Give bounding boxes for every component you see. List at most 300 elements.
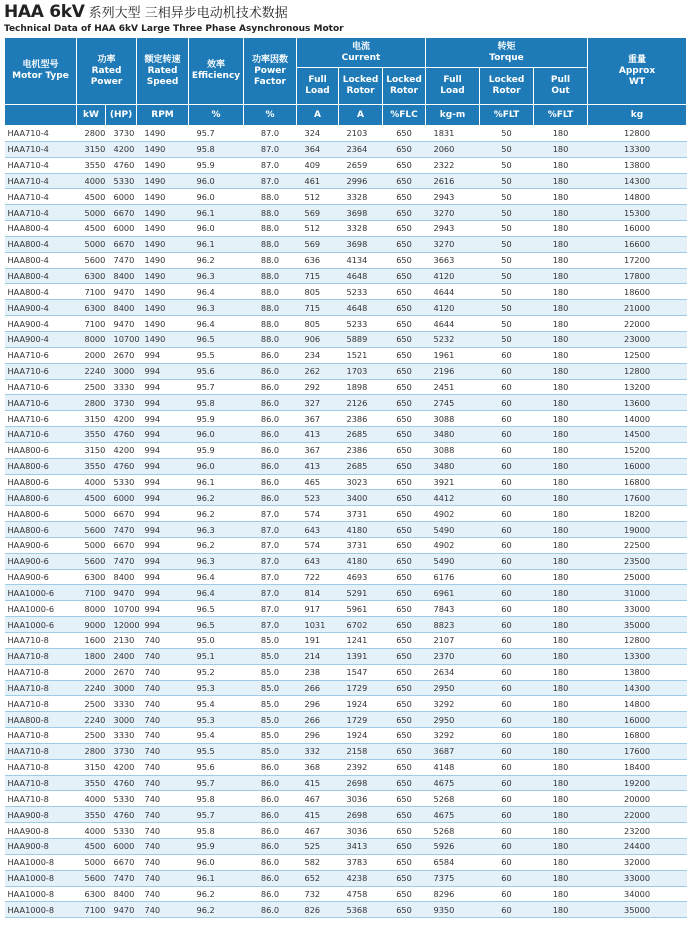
- cell-current-full-load: 367: [297, 411, 339, 427]
- cell-torque-pull-out: 180: [534, 553, 588, 569]
- cell-current-locked-rotor-pct: 650: [383, 569, 426, 585]
- cell-torque-full-load: 3921: [426, 474, 480, 490]
- cell-torque-locked-rotor: 60: [480, 886, 534, 902]
- cell-current-locked-rotor-pct: 650: [383, 648, 426, 664]
- unit-kg: kg: [588, 105, 687, 126]
- cell-motor-type: HAA1000-8: [5, 886, 77, 902]
- cell-power-hp: 8400: [106, 569, 137, 585]
- cell-rated-speed: 740: [137, 712, 189, 728]
- cell-efficiency: 95.9: [189, 411, 244, 427]
- table-row: [5, 490, 687, 506]
- cell-torque-full-load: 3687: [426, 743, 480, 759]
- cell-current-locked-rotor: 3731: [339, 506, 383, 522]
- cell-current-full-load: 296: [297, 696, 339, 712]
- cell-current-full-load: 574: [297, 506, 339, 522]
- cell-current-full-load: 814: [297, 585, 339, 601]
- cell-current-locked-rotor-pct: 650: [383, 126, 426, 142]
- cell-torque-locked-rotor: 50: [480, 300, 534, 316]
- cell-efficiency: 95.1: [189, 648, 244, 664]
- cell-torque-pull-out: 180: [534, 680, 588, 696]
- cell-power-factor: 87.0: [244, 601, 297, 617]
- cell-power-factor: 85.0: [244, 680, 297, 696]
- cell-power-kw: 5000: [77, 854, 106, 870]
- cell-current-locked-rotor-pct: 650: [383, 696, 426, 712]
- cell-current-full-load: 238: [297, 664, 339, 680]
- cell-current-locked-rotor-pct: 650: [383, 268, 426, 284]
- cell-current-locked-rotor: 2364: [339, 141, 383, 157]
- cell-power-hp: 4760: [106, 157, 137, 173]
- cell-rated-speed: 994: [137, 506, 189, 522]
- table-row: [5, 173, 687, 189]
- cell-power-factor: 85.0: [244, 633, 297, 649]
- cell-torque-locked-rotor: 50: [480, 126, 534, 142]
- cell-current-locked-rotor: 3698: [339, 236, 383, 252]
- header-weight: [588, 38, 687, 105]
- cell-power-kw: 4000: [77, 173, 106, 189]
- cell-torque-locked-rotor: 60: [480, 870, 534, 886]
- cell-rated-speed: 1490: [137, 189, 189, 205]
- cell-power-kw: 6300: [77, 569, 106, 585]
- cell-torque-locked-rotor: 60: [480, 379, 534, 395]
- cell-power-hp: 4200: [106, 411, 137, 427]
- cell-power-hp: 2130: [106, 633, 137, 649]
- cell-motor-type: HAA900-8: [5, 838, 77, 854]
- cell-current-locked-rotor-pct: 650: [383, 585, 426, 601]
- cell-power-factor: 88.0: [244, 189, 297, 205]
- cell-torque-full-load: 2745: [426, 395, 480, 411]
- header-torque-locked-rotor: [480, 68, 534, 105]
- cell-efficiency: 95.3: [189, 712, 244, 728]
- cell-power-kw: 2240: [77, 680, 106, 696]
- cell-efficiency: 96.1: [189, 474, 244, 490]
- cell-current-full-load: 1031: [297, 617, 339, 633]
- cell-weight: 18200: [588, 506, 687, 522]
- cell-power-kw: 5600: [77, 870, 106, 886]
- table-row: [5, 807, 687, 823]
- cell-torque-pull-out: 180: [534, 664, 588, 680]
- cell-current-full-load: 368: [297, 759, 339, 775]
- cell-current-locked-rotor-pct: 650: [383, 189, 426, 205]
- cell-power-factor: 85.0: [244, 728, 297, 744]
- cell-weight: 18600: [588, 284, 687, 300]
- cell-power-hp: 4200: [106, 442, 137, 458]
- cell-current-full-load: 415: [297, 775, 339, 791]
- cell-efficiency: 95.4: [189, 728, 244, 744]
- header-rated-power-cn: 功率: [97, 54, 116, 65]
- cell-power-factor: 87.0: [244, 157, 297, 173]
- cell-rated-speed: 994: [137, 379, 189, 395]
- cell-torque-full-load: 3270: [426, 205, 480, 221]
- cell-current-locked-rotor: 5233: [339, 284, 383, 300]
- table-row: [5, 601, 687, 617]
- cell-power-hp: 7470: [106, 870, 137, 886]
- cell-torque-full-load: 7375: [426, 870, 480, 886]
- header-motor-type-en: Motor Type: [12, 71, 69, 81]
- cell-current-locked-rotor: 1729: [339, 712, 383, 728]
- cell-power-factor: 85.0: [244, 743, 297, 759]
- cell-current-full-load: 266: [297, 680, 339, 696]
- cell-current-locked-rotor: 2103: [339, 126, 383, 142]
- cell-power-hp: 4200: [106, 759, 137, 775]
- cell-current-locked-rotor-pct: 650: [383, 331, 426, 347]
- cell-power-hp: 3000: [106, 712, 137, 728]
- cell-current-locked-rotor-pct: 650: [383, 347, 426, 363]
- cell-current-locked-rotor: 4134: [339, 252, 383, 268]
- cell-motor-type: HAA800-6: [5, 522, 77, 538]
- cell-current-locked-rotor: 3036: [339, 823, 383, 839]
- cell-motor-type: HAA710-8: [5, 664, 77, 680]
- cell-power-kw: 2000: [77, 664, 106, 680]
- cell-current-full-load: 367: [297, 442, 339, 458]
- cell-motor-type: HAA1000-8: [5, 902, 77, 918]
- table-row: [5, 870, 687, 886]
- cell-weight: 13300: [588, 648, 687, 664]
- cell-motor-type: HAA710-4: [5, 126, 77, 142]
- cell-power-kw: 3550: [77, 807, 106, 823]
- cell-torque-full-load: 2950: [426, 680, 480, 696]
- header-current-full-load: [297, 68, 339, 105]
- cell-weight: 13200: [588, 379, 687, 395]
- cell-efficiency: 96.5: [189, 601, 244, 617]
- cell-torque-full-load: 2107: [426, 633, 480, 649]
- cell-current-locked-rotor-pct: 650: [383, 886, 426, 902]
- cell-weight: 12800: [588, 126, 687, 142]
- cell-current-full-load: 512: [297, 189, 339, 205]
- table-row: [5, 854, 687, 870]
- cell-power-hp: 6670: [106, 205, 137, 221]
- cell-efficiency: 95.9: [189, 838, 244, 854]
- cell-motor-type: HAA710-4: [5, 173, 77, 189]
- cell-torque-locked-rotor: 60: [480, 633, 534, 649]
- cell-torque-full-load: 2322: [426, 157, 480, 173]
- table-row: [5, 506, 687, 522]
- header-current-cn: 电流: [352, 41, 371, 52]
- cell-current-locked-rotor-pct: 650: [383, 633, 426, 649]
- cell-power-factor: 87.0: [244, 141, 297, 157]
- cell-current-full-load: 465: [297, 474, 339, 490]
- cell-weight: 35000: [588, 902, 687, 918]
- table-row: [5, 633, 687, 649]
- table-row: [5, 236, 687, 252]
- cell-current-full-load: 409: [297, 157, 339, 173]
- cell-rated-speed: 994: [137, 474, 189, 490]
- table-row: [5, 823, 687, 839]
- cell-power-kw: 2500: [77, 728, 106, 744]
- cell-power-hp: 5330: [106, 173, 137, 189]
- cell-power-kw: 5600: [77, 252, 106, 268]
- cell-efficiency: 96.3: [189, 300, 244, 316]
- cell-current-full-load: 262: [297, 363, 339, 379]
- cell-motor-type: HAA800-8: [5, 712, 77, 728]
- cell-power-hp: 8400: [106, 268, 137, 284]
- table-row: [5, 743, 687, 759]
- cell-power-factor: 86.0: [244, 775, 297, 791]
- cell-torque-pull-out: 180: [534, 807, 588, 823]
- cell-power-hp: 3730: [106, 395, 137, 411]
- cell-torque-pull-out: 180: [534, 617, 588, 633]
- cell-current-locked-rotor-pct: 650: [383, 379, 426, 395]
- cell-current-locked-rotor-pct: 650: [383, 474, 426, 490]
- table-row: [5, 474, 687, 490]
- cell-weight: 24400: [588, 838, 687, 854]
- cell-efficiency: 95.4: [189, 696, 244, 712]
- cell-power-factor: 86.0: [244, 347, 297, 363]
- cell-current-full-load: 523: [297, 490, 339, 506]
- unit-spacer: [5, 105, 77, 126]
- cell-current-full-load: 364: [297, 141, 339, 157]
- cell-power-kw: 4000: [77, 823, 106, 839]
- cell-power-factor: 86.0: [244, 791, 297, 807]
- cell-current-full-load: 234: [297, 347, 339, 363]
- cell-torque-full-load: 9350: [426, 902, 480, 918]
- cell-current-locked-rotor-pct: 650: [383, 553, 426, 569]
- cell-power-kw: 1600: [77, 633, 106, 649]
- cell-current-locked-rotor: 2126: [339, 395, 383, 411]
- cell-current-full-load: 906: [297, 331, 339, 347]
- cell-torque-locked-rotor: 60: [480, 490, 534, 506]
- header-efficiency-cn: 效率: [207, 60, 226, 70]
- cell-current-locked-rotor-pct: 650: [383, 823, 426, 839]
- header-rated-power-en-2: Power: [90, 76, 123, 87]
- cell-power-factor: 86.0: [244, 838, 297, 854]
- cell-efficiency: 96.1: [189, 205, 244, 221]
- header-rated-power: [77, 38, 137, 105]
- header-motor-type: [5, 38, 77, 105]
- cell-power-hp: 10700: [106, 601, 137, 617]
- cell-motor-type: HAA900-4: [5, 300, 77, 316]
- cell-efficiency: 95.9: [189, 442, 244, 458]
- cell-torque-full-load: 5268: [426, 791, 480, 807]
- cell-power-hp: 12000: [106, 617, 137, 633]
- cell-power-kw: 9000: [77, 617, 106, 633]
- cell-motor-type: HAA900-6: [5, 569, 77, 585]
- cell-rated-speed: 1490: [137, 205, 189, 221]
- cell-torque-locked-rotor: 60: [480, 395, 534, 411]
- cell-current-locked-rotor-pct: 650: [383, 712, 426, 728]
- table-row: [5, 268, 687, 284]
- cell-rated-speed: 740: [137, 680, 189, 696]
- header-power-factor-en-2: Factor: [254, 76, 286, 87]
- cell-torque-locked-rotor: 60: [480, 680, 534, 696]
- cell-torque-full-load: 1961: [426, 347, 480, 363]
- cell-weight: 15300: [588, 205, 687, 221]
- header-weight-en-1: Approx: [618, 65, 656, 76]
- cell-weight: 34000: [588, 886, 687, 902]
- cell-current-locked-rotor: 4648: [339, 268, 383, 284]
- cell-torque-locked-rotor: 60: [480, 648, 534, 664]
- cell-weight: 23000: [588, 331, 687, 347]
- cell-current-full-load: 324: [297, 126, 339, 142]
- cell-current-locked-rotor: 2698: [339, 775, 383, 791]
- cell-power-kw: 6300: [77, 300, 106, 316]
- cell-torque-pull-out: 180: [534, 173, 588, 189]
- cell-power-hp: 9470: [106, 284, 137, 300]
- cell-power-hp: 6000: [106, 490, 137, 506]
- cell-torque-locked-rotor: 60: [480, 902, 534, 918]
- cell-power-hp: 5330: [106, 823, 137, 839]
- cell-power-kw: 4000: [77, 791, 106, 807]
- cell-power-hp: 9470: [106, 585, 137, 601]
- table-row: [5, 395, 687, 411]
- cell-torque-full-load: 3480: [426, 458, 480, 474]
- cell-torque-pull-out: 180: [534, 347, 588, 363]
- cell-torque-pull-out: 180: [534, 284, 588, 300]
- header-rated-speed: [137, 38, 189, 105]
- header-current-locked-rotor: [339, 68, 383, 105]
- table-row: [5, 458, 687, 474]
- cell-power-kw: 5000: [77, 506, 106, 522]
- table-row: [5, 728, 687, 744]
- cell-torque-pull-out: 180: [534, 696, 588, 712]
- cell-power-hp: 3730: [106, 126, 137, 142]
- cell-current-full-load: 525: [297, 838, 339, 854]
- cell-power-hp: 6000: [106, 189, 137, 205]
- cell-motor-type: HAA1000-8: [5, 854, 77, 870]
- cell-rated-speed: 1490: [137, 221, 189, 237]
- cell-weight: 16800: [588, 728, 687, 744]
- cell-efficiency: 96.1: [189, 870, 244, 886]
- cell-rated-speed: 740: [137, 775, 189, 791]
- cell-motor-type: HAA710-4: [5, 157, 77, 173]
- cell-power-factor: 86.0: [244, 490, 297, 506]
- table-row: [5, 902, 687, 918]
- cell-torque-locked-rotor: 50: [480, 331, 534, 347]
- cell-torque-locked-rotor: 50: [480, 205, 534, 221]
- cell-current-full-load: 296: [297, 728, 339, 744]
- cell-rated-speed: 994: [137, 553, 189, 569]
- cell-torque-pull-out: 180: [534, 648, 588, 664]
- table-row: [5, 363, 687, 379]
- cell-current-locked-rotor: 1241: [339, 633, 383, 649]
- cell-current-full-load: 327: [297, 395, 339, 411]
- cell-motor-type: HAA900-8: [5, 823, 77, 839]
- cell-current-full-load: 574: [297, 537, 339, 553]
- cell-power-kw: 3550: [77, 427, 106, 443]
- table-row: [5, 205, 687, 221]
- cell-current-locked-rotor: 5889: [339, 331, 383, 347]
- cell-efficiency: 96.2: [189, 490, 244, 506]
- cell-torque-pull-out: 180: [534, 363, 588, 379]
- cell-power-factor: 88.0: [244, 300, 297, 316]
- cell-power-hp: 3730: [106, 743, 137, 759]
- cell-weight: 17600: [588, 490, 687, 506]
- cell-power-factor: 86.0: [244, 759, 297, 775]
- cell-torque-locked-rotor: 50: [480, 316, 534, 332]
- header-power-factor-en-1: Power: [254, 65, 286, 76]
- cell-current-locked-rotor-pct: 650: [383, 728, 426, 744]
- cell-motor-type: HAA900-6: [5, 553, 77, 569]
- cell-torque-full-load: 4120: [426, 268, 480, 284]
- header-power-factor: [244, 38, 297, 105]
- page-title-chinese: 系列大型 三相异步电动机技术数据: [88, 6, 288, 21]
- cell-efficiency: 96.3: [189, 268, 244, 284]
- cell-power-hp: 2400: [106, 648, 137, 664]
- cell-current-locked-rotor: 4648: [339, 300, 383, 316]
- cell-motor-type: HAA710-6: [5, 363, 77, 379]
- cell-power-factor: 86.0: [244, 379, 297, 395]
- cell-torque-pull-out: 180: [534, 490, 588, 506]
- cell-current-locked-rotor-pct: 650: [383, 458, 426, 474]
- cell-torque-locked-rotor: 50: [480, 189, 534, 205]
- table-body: [5, 126, 687, 918]
- cell-weight: 33000: [588, 601, 687, 617]
- cell-torque-locked-rotor: 50: [480, 221, 534, 237]
- cell-motor-type: HAA800-4: [5, 221, 77, 237]
- cell-torque-pull-out: 180: [534, 759, 588, 775]
- cell-torque-pull-out: 180: [534, 791, 588, 807]
- cell-efficiency: 96.2: [189, 506, 244, 522]
- cell-torque-locked-rotor: 60: [480, 553, 534, 569]
- cell-rated-speed: 740: [137, 648, 189, 664]
- cell-torque-pull-out: 180: [534, 252, 588, 268]
- table-row: [5, 696, 687, 712]
- cell-rated-speed: 1490: [137, 300, 189, 316]
- cell-torque-full-load: 4675: [426, 807, 480, 823]
- header-torque-full-load: [426, 68, 480, 105]
- cell-motor-type: HAA710-8: [5, 759, 77, 775]
- cell-torque-full-load: 2950: [426, 712, 480, 728]
- cell-current-full-load: 582: [297, 854, 339, 870]
- cell-current-locked-rotor-pct: 650: [383, 664, 426, 680]
- cell-power-factor: 85.0: [244, 648, 297, 664]
- cell-power-hp: 2670: [106, 347, 137, 363]
- cell-current-locked-rotor: 1729: [339, 680, 383, 696]
- cell-rated-speed: 994: [137, 522, 189, 538]
- cell-torque-locked-rotor: 60: [480, 838, 534, 854]
- cell-motor-type: HAA710-8: [5, 680, 77, 696]
- cell-torque-pull-out: 180: [534, 236, 588, 252]
- cell-torque-pull-out: 180: [534, 585, 588, 601]
- unit-hp: (HP): [106, 105, 137, 126]
- cell-current-locked-rotor: 4693: [339, 569, 383, 585]
- cell-power-factor: 88.0: [244, 252, 297, 268]
- cell-power-factor: 87.0: [244, 569, 297, 585]
- cell-torque-locked-rotor: 50: [480, 252, 534, 268]
- table-row: [5, 300, 687, 316]
- page-subtitle: Technical Data of HAA 6kV Large Three Phase Asynchronous Motor: [4, 24, 344, 34]
- cell-torque-locked-rotor: 60: [480, 427, 534, 443]
- cell-power-factor: 87.0: [244, 617, 297, 633]
- cell-power-factor: 87.0: [244, 553, 297, 569]
- cell-rated-speed: 1490: [137, 236, 189, 252]
- cell-current-locked-rotor-pct: 650: [383, 363, 426, 379]
- cell-torque-full-load: 7843: [426, 601, 480, 617]
- page-header: [4, 2, 684, 35]
- cell-weight: 14000: [588, 411, 687, 427]
- cell-torque-locked-rotor: 50: [480, 157, 534, 173]
- cell-current-full-load: 643: [297, 522, 339, 538]
- cell-motor-type: HAA800-4: [5, 252, 77, 268]
- cell-weight: 16000: [588, 458, 687, 474]
- cell-torque-locked-rotor: 60: [480, 775, 534, 791]
- cell-current-full-load: 292: [297, 379, 339, 395]
- cell-power-hp: 6670: [106, 854, 137, 870]
- cell-torque-full-load: 2451: [426, 379, 480, 395]
- cell-torque-pull-out: 180: [534, 316, 588, 332]
- cell-weight: 17600: [588, 743, 687, 759]
- cell-power-kw: 3150: [77, 442, 106, 458]
- unit-kw: kW: [77, 105, 106, 126]
- header-motor-type-cn: 电机型号: [22, 60, 59, 70]
- cell-power-hp: 3000: [106, 680, 137, 696]
- cell-efficiency: 95.7: [189, 807, 244, 823]
- cell-weight: 22000: [588, 316, 687, 332]
- table-row: [5, 411, 687, 427]
- cell-efficiency: 95.8: [189, 395, 244, 411]
- cell-weight: 14300: [588, 680, 687, 696]
- cell-power-factor: 85.0: [244, 696, 297, 712]
- cell-power-factor: 87.0: [244, 585, 297, 601]
